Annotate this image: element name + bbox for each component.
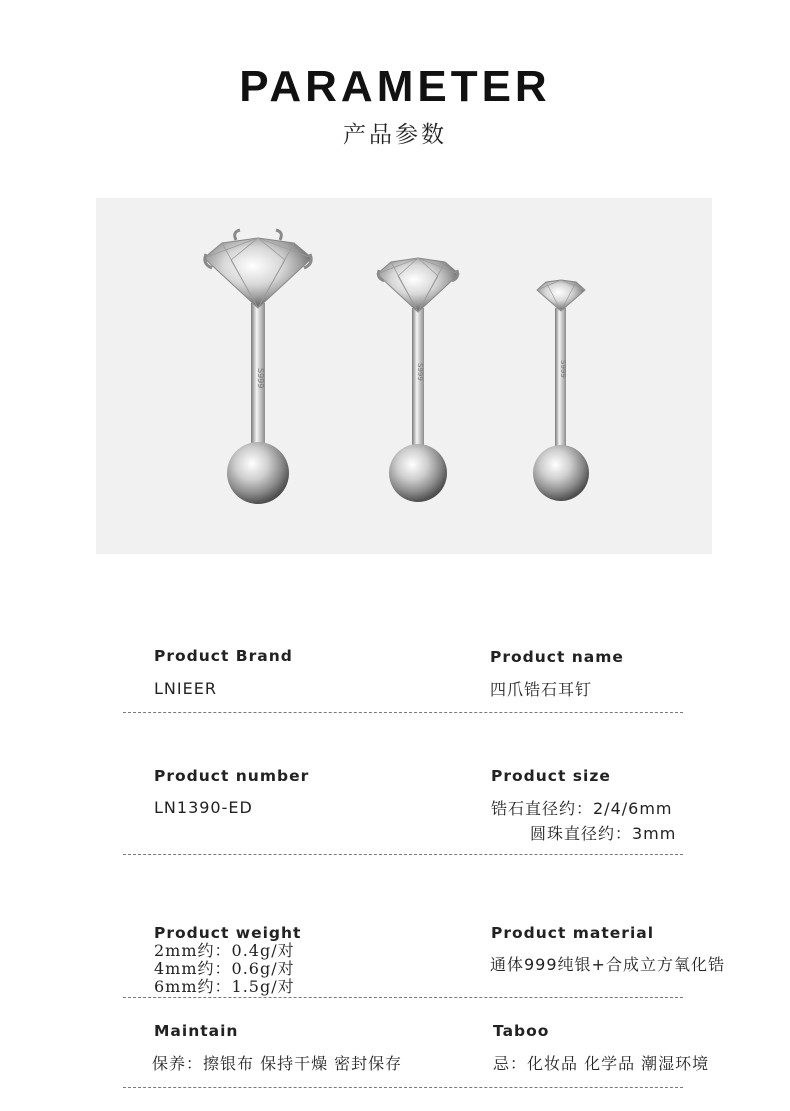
svg-text:S999: S999 — [559, 360, 567, 378]
maintain-label: Maintain — [154, 1022, 239, 1040]
divider — [123, 997, 683, 998]
weight-2mm: 2mm约：0.4g/对 — [154, 941, 295, 960]
divider — [123, 712, 683, 713]
earring-medium — [377, 258, 459, 502]
product-number-label: Product number — [154, 767, 310, 785]
product-material-label: Product material — [491, 924, 655, 942]
taboo-value: 忌：化妆品 化学品 潮湿环境 — [493, 1054, 710, 1073]
earring-illustration — [96, 198, 712, 554]
svg-text:S999: S999 — [256, 368, 265, 389]
product-weight-label: Product weight — [154, 924, 302, 942]
product-size-zircon: 锆石直径约：2/4/6mm — [491, 799, 673, 818]
earring-large — [204, 230, 312, 504]
page-subtitle: 产品参数 — [343, 122, 447, 148]
product-material-value: 通体999纯银+合成立方氧化锆 — [490, 955, 725, 974]
product-name-value: 四爪锆石耳钉 — [490, 680, 593, 699]
product-name-label: Product name — [490, 648, 624, 666]
divider — [123, 1087, 683, 1088]
maintain-value: 保养：擦银布 保持干燥 密封保存 — [152, 1054, 403, 1073]
weight-6mm: 6mm约：1.5g/对 — [154, 977, 295, 996]
weight-4mm: 4mm约：0.6g/对 — [154, 959, 295, 978]
product-size-ball: 圆珠直径约：3mm — [530, 824, 677, 843]
earring-small — [533, 280, 589, 501]
product-number-value: LN1390-ED — [154, 798, 253, 817]
page-title: PARAMETER — [239, 62, 551, 111]
taboo-label: Taboo — [493, 1022, 550, 1040]
product-photo — [96, 198, 712, 554]
divider — [123, 854, 683, 855]
brand-value: LNIEER — [154, 679, 217, 698]
brand-label: Product Brand — [154, 647, 293, 665]
svg-text:S999: S999 — [416, 363, 424, 381]
product-size-label: Product size — [491, 767, 611, 785]
